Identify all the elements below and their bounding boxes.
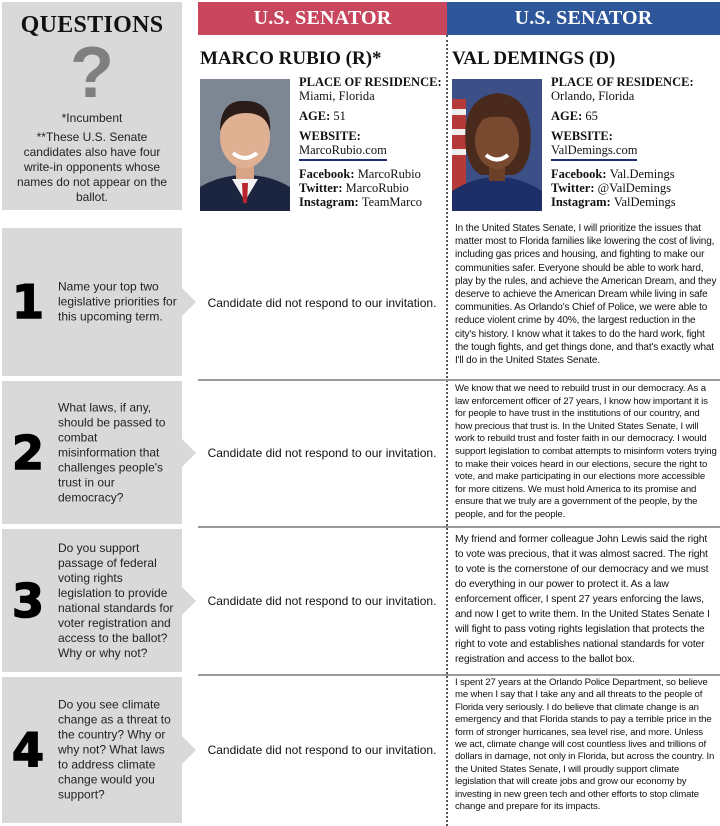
twitter-label: Twitter:: [551, 181, 595, 195]
question-row-2: [0, 381, 720, 524]
website-label: WEBSITE:: [299, 129, 361, 143]
age-value: 65: [585, 109, 598, 123]
candidate-photo: [200, 79, 290, 211]
candidate-name: VAL DEMINGS (D): [452, 48, 616, 69]
facebook-label: Facebook:: [551, 167, 607, 181]
demings-answer: I spent 27 years at the Orlando Police Department, so believe me when I say that I take any and all threats to the people of Florida very seriously. I do believe that climate change is an emergency and that Florida stands to pay a terrible price in the form of stronger hurricanes, sea level rise, and more. Unless we act, climate change will cost countless lives and trillions of dollars in damage, not only in Florida, but across the country. In the United States Senate, I will proudly support climate legislation that will create jobs and grow our economy by investing in new green tech and other efforts to stop climate change and prepare for its impacts.: [455, 677, 715, 813]
residence-label: PLACE OF RESIDENCE:: [299, 75, 442, 89]
row-divider: [198, 674, 720, 676]
rubio-answer: Candidate did not respond to our invitation.: [207, 295, 437, 310]
question-box: [2, 228, 182, 376]
question-number: 1: [12, 275, 45, 329]
arrow-icon: [182, 439, 196, 467]
facebook-handle: MarcoRubio: [357, 167, 421, 181]
rubio-office-header: U.S. SENATOR: [198, 2, 447, 35]
arrow-icon: [182, 736, 196, 764]
twitter-label: Twitter:: [299, 181, 343, 195]
question-box: [2, 381, 182, 524]
residence-label: PLACE OF RESIDENCE:: [551, 75, 694, 89]
question-box: [2, 677, 182, 823]
instagram-handle: TeamMarco: [361, 195, 423, 209]
question-number: 3: [12, 573, 45, 628]
residence-value: Orlando, Florida: [551, 89, 635, 103]
twitter-handle: MarcoRubio: [345, 181, 409, 195]
arrow-icon: [182, 587, 196, 615]
question-row-3: [0, 529, 720, 672]
age-value: 51: [333, 109, 346, 123]
candidate-card-rubio: [198, 35, 444, 215]
rubio-answer: Candidate did not respond to our invitation.: [207, 445, 437, 460]
row-divider: [198, 526, 720, 528]
website-link[interactable]: ValDemings.com: [551, 143, 637, 161]
question-text: Do you support passage of federal voting rights legislation to provide national standards for voter registration and access to the ballot? Why or why not?: [58, 540, 174, 660]
question-row-1: [0, 223, 720, 377]
write-in-note: **These U.S. Senate candidates also have four write-in opponents whose names do not appear on the ballot.: [16, 130, 168, 204]
candidate-card-demings: [450, 35, 720, 215]
rubio-answer: Candidate did not respond to our invitation.: [207, 743, 437, 757]
instagram-handle: ValDemings: [613, 195, 676, 209]
instagram-label: Instagram:: [551, 195, 611, 209]
questions-header-card: [2, 2, 182, 210]
twitter-handle: @ValDemings: [597, 181, 671, 195]
question-text: Name your top two legislative priorities for this upcoming term.: [58, 279, 177, 324]
facebook-handle: Val.Demings: [609, 167, 675, 181]
website-link[interactable]: MarcoRubio.com: [299, 143, 387, 161]
candidate-name: MARCO RUBIO (R)*: [200, 48, 382, 69]
demings-answer: We know that we need to rebuild trust in our democracy. As a law enforcement officer of 27 years, I know how important it is for people to have trust in the institutions of our country, and how precious that trust is. In the United States Senate, I will work to rebuild trust and foster faith in our democracy. I would support legislation to combat attempts to misinform voters trying to make their voices heard in our elections, secure the right to vote, and make participating in our elections more accessible for more citizens. We must hold America to its promise and ensure that we truly are a government of the people, by the people, and for the people.: [455, 383, 717, 520]
demings-answer: My friend and former colleague John Lewis said the right to vote was precious, that it was almost sacred. The right to vote is the cornerstone of our democracy and we must do everything in our power to protect it. As a law enforcement officer, I spent 27 years enforcing the laws, and now I get to write them. In the United States Senate I will fight to pass voting rights legislation that protects the right to vote and establishes national standards for voter registration and access to the ballot box.: [455, 534, 710, 665]
demings-answer: In the United States Senate, I will prioritize the issues that matter most to Florida families like lowering the cost of living, including gas prices and housing, and fighting to make our communities safer. Everyone should be able to work hard, play by the rules, and achieve the American Dream, and they deserve to achieve the American Dream while living in safe communities. As Orlando's Chief of Police, we were able to reduce violent crime by 40%, the largest reduction in the city's history. I know what it takes to do the hard work, fight the tough fights, and get things done, and that's exactly what I'll do in the United States Senate.: [455, 223, 717, 367]
question-text: What laws, if any, should be passed to combat misinformation that challenges people's trust in our democracy?: [58, 400, 166, 504]
question-mark-icon: ?: [70, 33, 114, 113]
arrow-icon: [182, 288, 196, 316]
residence-value: Miami, Florida: [299, 89, 375, 103]
question-box: [2, 529, 182, 672]
demings-office-header: U.S. SENATOR: [447, 2, 720, 35]
question-text: Do you see climate change as a threat to the country? Why or why not? What laws to address climate change would you support?: [58, 697, 171, 802]
candidate-info: [551, 75, 694, 209]
rubio-answer: Candidate did not respond to our invitation.: [207, 593, 437, 608]
candidate-info: [299, 75, 442, 209]
age-label: AGE:: [551, 109, 583, 123]
facebook-label: Facebook:: [299, 167, 355, 181]
questions-title: QUESTIONS: [20, 12, 164, 38]
instagram-label: Instagram:: [299, 195, 359, 209]
candidate-photo: [452, 79, 542, 211]
question-number: 4: [12, 723, 45, 777]
question-number: 2: [12, 425, 45, 480]
website-label: WEBSITE:: [551, 129, 613, 143]
incumbent-note: *Incumbent: [61, 111, 123, 125]
question-row-4: [0, 677, 720, 823]
age-label: AGE:: [299, 109, 331, 123]
